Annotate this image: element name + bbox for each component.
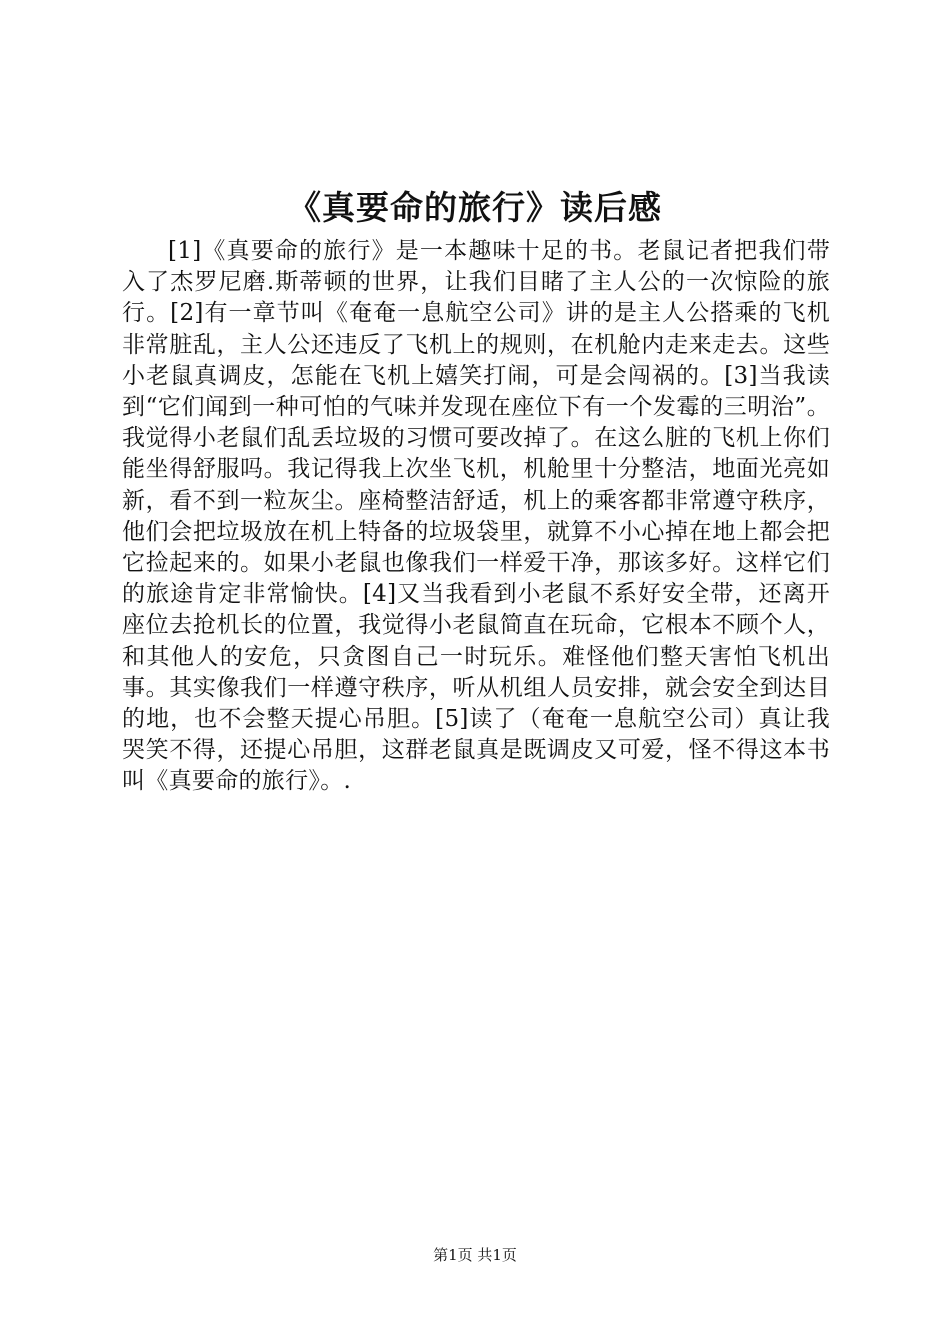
page-number-footer: 第1页 共1页 [433, 1246, 517, 1264]
document-body-paragraph: [1]《真要命的旅行》是一本趣味十足的书。老鼠记者把我们带入了杰罗尼磨.斯蒂顿的世界，让我们目睹了主人公的一次惊险的旅行。[2]有一章节叫《奄奄一息航空公司》讲的是主人公搭乘的飞机非常脏乱，主人公还违反了飞机上的规则，在机舱内走来走去。这些小老鼠真调皮，怎能在飞机上嬉笑打闹，可是会闯祸的。[3]当我读到“它们闻到一种可怕的气味并发现在座位下有一个发霉的三明治”。我觉得小老鼠们乱丢垃圾的习惯可要改掉了。在这么脏的飞机上你们能坐得舒服吗。我记得我上次坐飞机，机舱里十分整洁，地面光亮如新，看不到一粒灰尘。座椅整洁舒适，机上的乘客都非常遵守秩序，他们会把垃圾放在机上特备的垃圾袋里，就算不小心掉在地上都会把它捡起来的。如果小老鼠也像我们一样爱干净，那该多好。这样它们的旅途肯定非常愉快。[4]又当我看到小老鼠不系好安全带，还离开座位去抢机长的位置，我觉得小老鼠简直在玩命，它根本不顾个人，和其他人的安危，只贪图自己一时玩乐。难怪他们整天害怕飞机出事。其实像我们一样遵守秩序，听从机组人员安排，就会安全到达目的地，也不会整天提心吊胆。[5]读了（奄奄一息航空公司）真让我哭笑不得，还提心吊胆，这群老鼠真是既调皮又可爱，怪不得这本书叫《真要命的旅行》。. [122, 238, 830, 795]
document-title: 《真要命的旅行》读后感 [288, 188, 662, 227]
